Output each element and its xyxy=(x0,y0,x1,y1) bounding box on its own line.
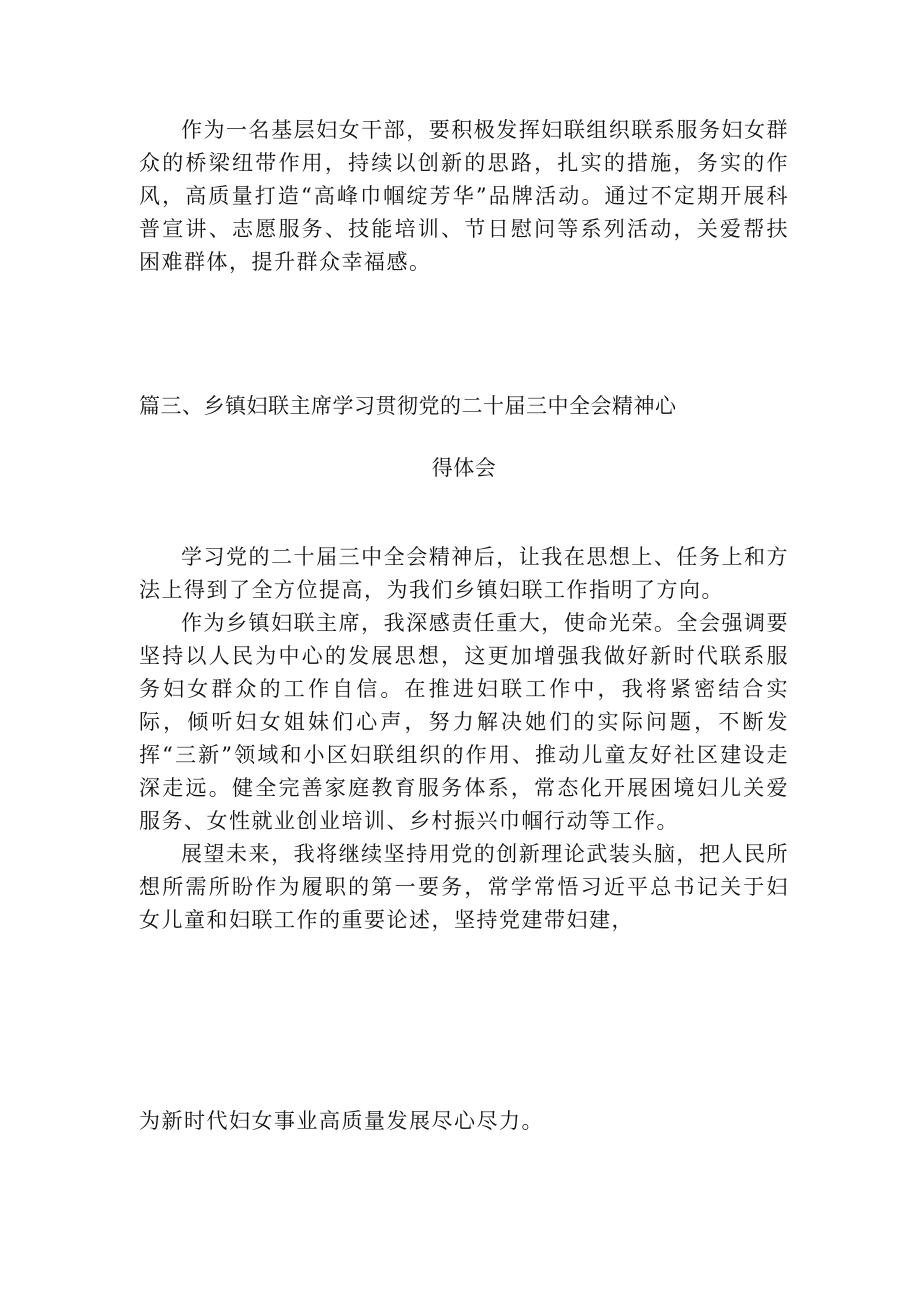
intro-paragraph: 作为一名基层妇女干部，要积极发挥妇联组织联系服务妇女群众的桥梁纽带作用，持续以创新的思路，扎实的措施，务实的作风，高质量打造“高峰巾帼绽芳华”品牌活动。通过不定期开展科普宣讲、志愿服务、技能培训、节日慰问等系列活动，关爱帮扶困难群体，提升群众幸福感。 xyxy=(139,118,789,274)
section-heading xyxy=(139,386,789,488)
closing-section xyxy=(139,1105,789,1138)
body-paragraph-3: 展望未来，我将继续坚持用党的创新理论武装头脑，把人民所想所需所盼作为履职的第一要务，常学常悟习近平总书记关于妇女儿童和妇联工作的重要论述，坚持党建带妇建， xyxy=(139,842,789,932)
body-paragraph-2: 作为乡镇妇联主席，我深感责任重大，使命光荣。全会强调要坚持以人民为中心的发展思想，这更加增强我做好新时代联系服务妇女群众的工作自信。在推进妇联工作中，我将紧密结合实际，倾听妇女姐妹们心声，努力解决她们的实际问题，不断发挥“三新”领域和小区妇联组织的作用、推动儿童友好社区建设走深走远。健全完善家庭教育服务体系，常态化开展困境妇儿关爱服务、女性就业创业培训、乡村振兴巾帼行动等工作。 xyxy=(139,611,789,833)
body-paragraph-1: 学习党的二十届三中全会精神后，让我在思想上、任务上和方法上得到了全方位提高，为我们乡镇妇联工作指明了方向。 xyxy=(139,545,789,602)
body-section xyxy=(139,541,789,937)
intro-section xyxy=(139,114,789,279)
section-heading-line1: 篇三、乡镇妇联主席学习贯彻党的二十届三中全会精神心 xyxy=(139,394,677,418)
section-heading-line2: 得体会 xyxy=(431,456,497,480)
closing-line: 为新时代妇女事业高质量发展尽心尽力。 xyxy=(139,1109,544,1133)
